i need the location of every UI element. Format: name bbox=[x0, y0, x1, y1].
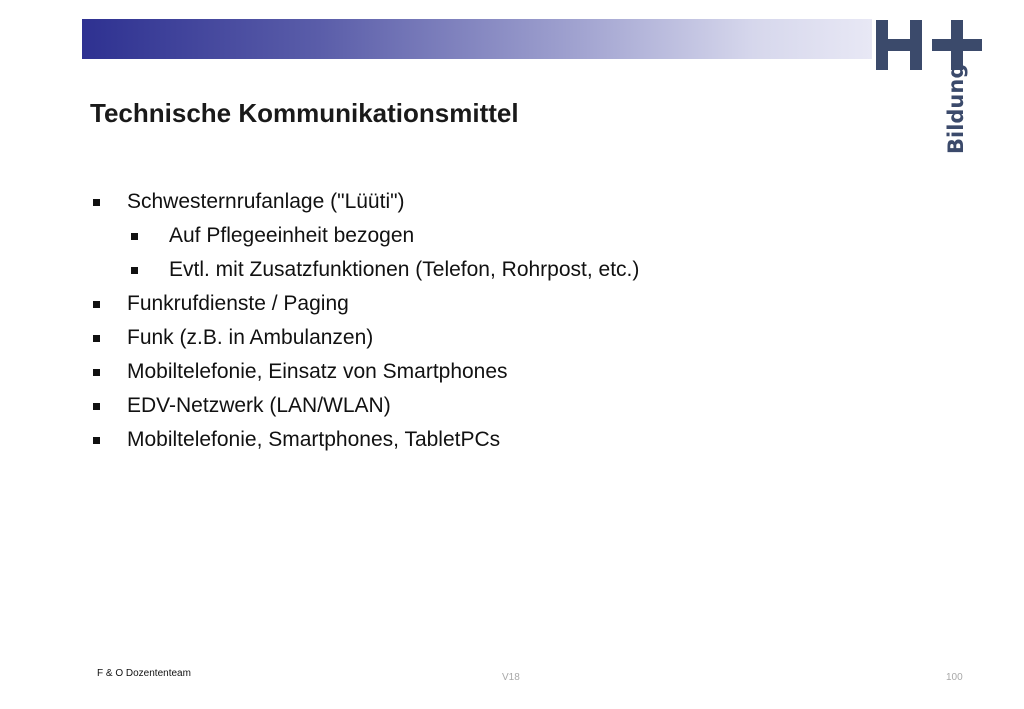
list-item-text: Funkrufdienste / Paging bbox=[127, 292, 349, 315]
bullet-square-icon bbox=[93, 335, 100, 342]
footer-author: F & O Dozententeam bbox=[97, 668, 191, 679]
list-item-text: Auf Pflegeeinheit bezogen bbox=[169, 224, 415, 247]
slide-title: Technische Kommunikationsmittel bbox=[90, 98, 519, 128]
bullet-square-icon bbox=[93, 369, 100, 376]
logo-wordmark: Bildung bbox=[944, 63, 968, 154]
list-item-text: Mobiltelefonie, Smartphones, TabletPCs bbox=[127, 428, 501, 451]
bullet-square-icon bbox=[93, 199, 100, 206]
bullet-square-icon bbox=[93, 301, 100, 308]
list-item-text: Schwesternrufanlage ("Lüüti") bbox=[127, 190, 405, 213]
list-item-text: Evtl. mit Zusatzfunktionen (Telefon, Rohrpost, etc.) bbox=[169, 258, 640, 281]
list-item-text: EDV-Netzwerk (LAN/WLAN) bbox=[127, 394, 391, 417]
list-item-text: Mobiltelefonie, Einsatz von Smartphones bbox=[127, 360, 508, 383]
header-gradient-bar bbox=[82, 19, 872, 59]
bullet-square-icon bbox=[131, 233, 138, 240]
list-item-text: Funk (z.B. in Ambulanzen) bbox=[127, 326, 374, 349]
bullet-square-icon bbox=[131, 267, 138, 274]
bullet-square-icon bbox=[93, 437, 100, 444]
footer-page-number: 100 bbox=[946, 672, 963, 683]
bullet-square-icon bbox=[93, 403, 100, 410]
footer-version: V18 bbox=[502, 672, 520, 683]
